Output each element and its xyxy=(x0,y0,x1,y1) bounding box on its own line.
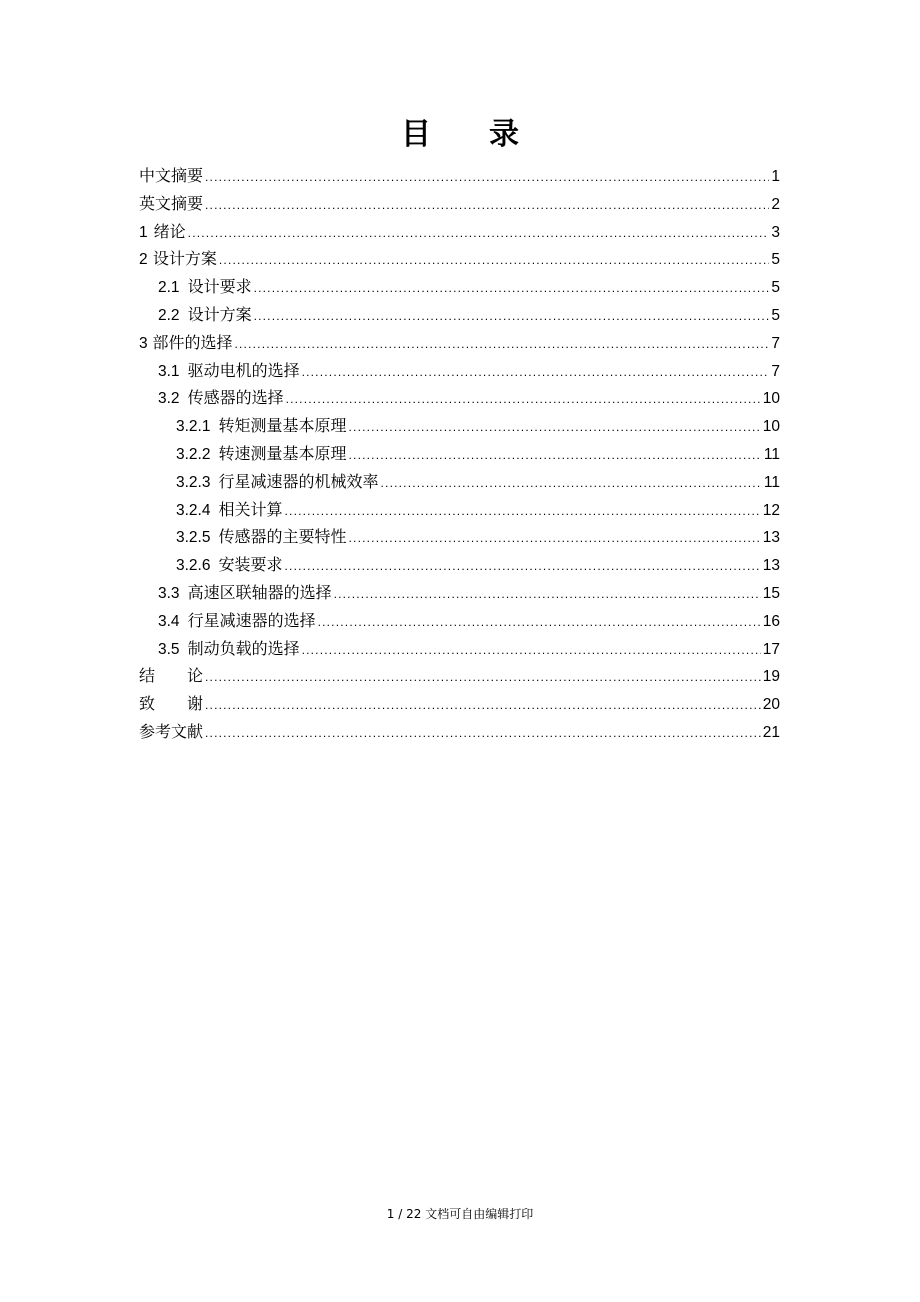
toc-entry-page-number: 15 xyxy=(762,584,780,602)
toc-entry-page-number: 7 xyxy=(771,362,780,380)
toc-dot-leader xyxy=(381,470,762,498)
toc-entry[interactable] xyxy=(139,357,780,385)
toc-entry[interactable] xyxy=(139,496,780,524)
toc-entry-page-number: 2 xyxy=(771,195,780,213)
toc-entry-number: 3.2 xyxy=(158,390,180,408)
toc-dot-leader xyxy=(285,498,761,526)
toc-entry-number: 3.1 xyxy=(158,362,180,380)
toc-entry[interactable] xyxy=(139,718,780,746)
toc-dot-leader xyxy=(188,220,770,248)
toc-dot-leader xyxy=(334,581,761,609)
toc-entry-title: 传感器的主要特性 xyxy=(218,527,347,547)
toc-entry-page-number: 10 xyxy=(762,418,780,436)
toc-entry-number: 2 xyxy=(139,251,148,269)
toc-dot-leader xyxy=(219,247,770,275)
toc-entry-title: 英文摘要 xyxy=(139,193,204,213)
toc-entry-title: 设计方案 xyxy=(152,249,217,269)
toc-entry-title: 参考文献 xyxy=(139,721,204,741)
toc-entry-page-number: 5 xyxy=(771,306,780,324)
toc-entry[interactable] xyxy=(139,301,780,329)
toc-dot-leader xyxy=(205,692,761,720)
toc-dot-leader xyxy=(234,331,769,359)
toc-entry[interactable] xyxy=(139,635,780,663)
toc-entry[interactable] xyxy=(139,662,780,690)
toc-entry-number: 3.2.3 xyxy=(176,473,211,491)
toc-entry-page-number: 10 xyxy=(762,390,780,408)
toc-entry[interactable] xyxy=(139,190,780,218)
table-of-contents xyxy=(139,162,780,746)
toc-entry-title: 设计方案 xyxy=(187,304,252,324)
toc-entry-title: 结 论 xyxy=(139,666,204,686)
toc-dot-leader xyxy=(349,414,761,442)
toc-dot-leader xyxy=(318,609,761,637)
toc-entry-page-number: 13 xyxy=(762,557,780,575)
toc-entry-title: 设计要求 xyxy=(187,277,252,297)
toc-entry-page-number: 21 xyxy=(762,723,780,741)
toc-entry-number: 3.2.6 xyxy=(176,557,211,575)
toc-entry-title: 部件的选择 xyxy=(152,332,233,352)
toc-entry-number: 1 xyxy=(139,223,148,241)
toc-entry-title: 驱动电机的选择 xyxy=(187,360,300,380)
toc-entry-page-number: 11 xyxy=(763,445,780,463)
toc-entry[interactable] xyxy=(139,607,780,635)
toc-entry-number: 3.5 xyxy=(158,640,180,658)
toc-entry[interactable] xyxy=(139,218,780,246)
toc-entry-title: 致 谢 xyxy=(139,694,204,714)
toc-entry-title: 相关计算 xyxy=(218,499,283,519)
toc-entry-page-number: 20 xyxy=(762,696,780,714)
toc-entry-title: 传感器的选择 xyxy=(187,388,284,408)
toc-entry[interactable] xyxy=(139,579,780,607)
toc-entry-page-number: 1 xyxy=(771,168,780,185)
toc-entry-number: 2.1 xyxy=(158,279,180,297)
toc-entry-page-number: 5 xyxy=(771,251,780,269)
toc-entry-title: 行星减速器的选择 xyxy=(187,610,316,630)
toc-dot-leader xyxy=(254,303,770,331)
toc-entry-page-number: 7 xyxy=(771,334,780,352)
toc-entry-page-number: 19 xyxy=(762,668,780,686)
toc-dot-leader xyxy=(205,720,761,748)
toc-entry-number: 3.2.1 xyxy=(176,418,211,436)
toc-dot-leader xyxy=(205,164,769,192)
toc-entry-number: 3.4 xyxy=(158,612,180,630)
toc-dot-leader xyxy=(285,553,761,581)
toc-entry-page-number: 3 xyxy=(771,223,780,241)
toc-dot-leader xyxy=(302,637,761,665)
toc-entry-page-number: 17 xyxy=(762,640,780,658)
toc-entry[interactable] xyxy=(139,273,780,301)
toc-entry-number: 3.3 xyxy=(158,584,180,602)
toc-entry-title: 制动负载的选择 xyxy=(187,638,300,658)
toc-entry-number: 3.2.2 xyxy=(176,445,211,463)
toc-dot-leader xyxy=(205,664,761,692)
toc-entry[interactable] xyxy=(139,329,780,357)
toc-entry-page-number: 12 xyxy=(762,501,780,519)
toc-dot-leader xyxy=(286,386,761,414)
toc-entry-page-number: 11 xyxy=(763,473,780,491)
toc-entry-number: 3.2.4 xyxy=(176,501,211,519)
page-footer: 1 / 22 文档可自由编辑打印 xyxy=(386,1207,534,1221)
toc-entry-page-number: 16 xyxy=(762,612,780,630)
toc-entry-title: 行星减速器的机械效率 xyxy=(218,471,379,491)
toc-entry[interactable] xyxy=(139,468,780,496)
toc-entry-title: 转矩测量基本原理 xyxy=(218,416,347,436)
toc-entry[interactable] xyxy=(139,690,780,718)
toc-entry[interactable] xyxy=(139,551,780,579)
toc-entry[interactable] xyxy=(139,440,780,468)
toc-entry[interactable] xyxy=(139,384,780,412)
toc-entry[interactable] xyxy=(139,523,780,551)
toc-entry-page-number: 13 xyxy=(762,529,780,547)
toc-dot-leader xyxy=(205,192,769,220)
toc-dot-leader xyxy=(349,525,761,553)
toc-entry-title: 高速区联轴器的选择 xyxy=(187,582,332,602)
toc-entry-title: 绪论 xyxy=(153,221,186,241)
toc-entry[interactable] xyxy=(139,162,780,190)
page-title: 目录 xyxy=(401,117,577,152)
toc-entry-number: 3 xyxy=(139,334,148,352)
toc-dot-leader xyxy=(254,275,770,303)
toc-dot-leader xyxy=(349,442,762,470)
toc-entry-page-number: 5 xyxy=(771,279,780,297)
toc-entry-number: 2.2 xyxy=(158,306,180,324)
toc-entry[interactable] xyxy=(139,412,780,440)
toc-dot-leader xyxy=(302,359,770,387)
toc-entry-number: 3.2.5 xyxy=(176,529,211,547)
toc-entry-title: 安装要求 xyxy=(218,555,283,575)
toc-entry-title: 转速测量基本原理 xyxy=(218,443,347,463)
toc-entry[interactable] xyxy=(139,245,780,273)
toc-entry-title: 中文摘要 xyxy=(139,166,204,185)
